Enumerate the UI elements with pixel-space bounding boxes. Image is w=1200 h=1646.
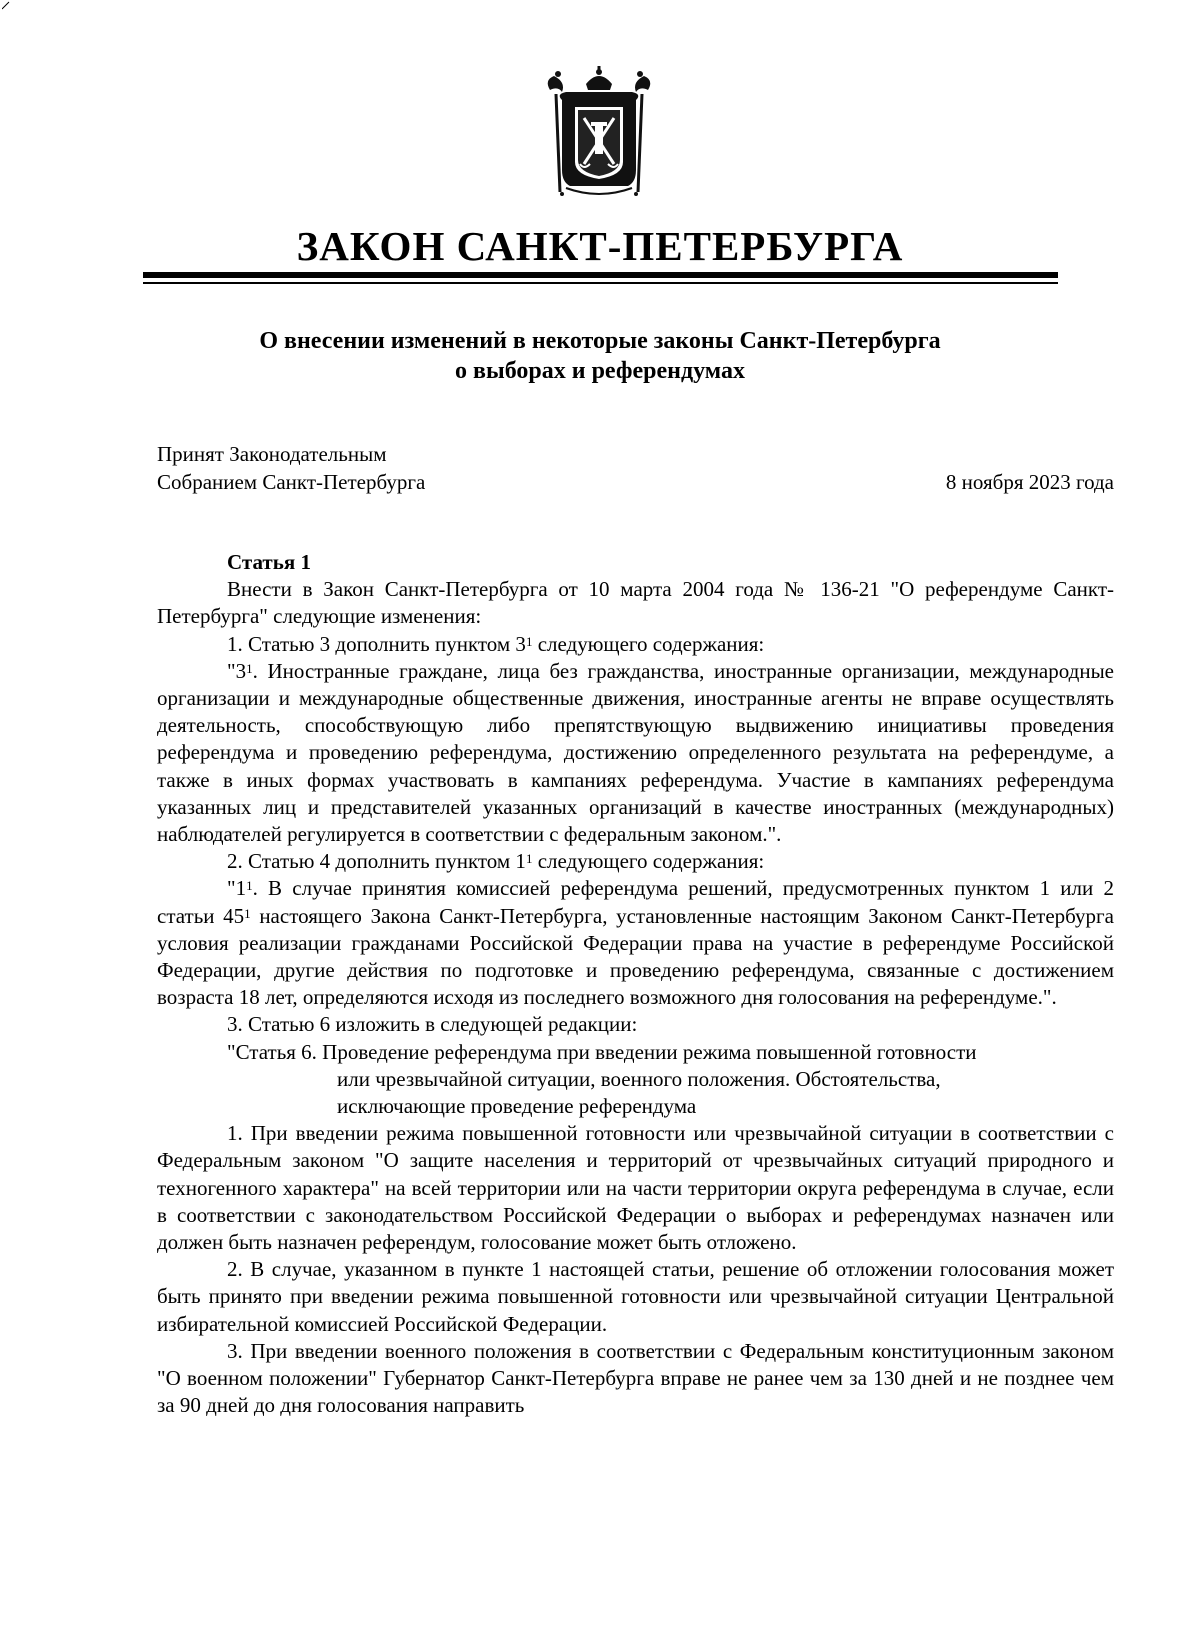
quote-1-text-b: . Иностранные граждане, лица без гражданства, иностранные организации, международные организации и международные общественные движения, иностранные агенты не вправе осуществлять деятельность, способствующую либо препятствующую выдвижению инициативы проведения референдума и проведению референдума, достижению определенного результата на референдуме, а также в иных формах участвовать в кампаниях референдума. Участие в кампаниях референдума указанных лиц и представителей указанных организаций в качестве иностранных (международных) наблюдателей регулируется в соответствии с федеральным законом.". <box>157 658 1114 847</box>
article-6-title-line-1: "Статья 6. Проведение референдума при введении режима повышенной готовности <box>227 1039 977 1064</box>
article-6-paragraph-2: 2. В случае, указанном в пункте 1 настоящей статьи, решение об отложении голосования может быть принято при введении режима повышенной готовности или чрезвычайной ситуации Центральной избирательной комиссией Российской Федерации. <box>157 1257 1114 1336</box>
item-2-text-a: 2. Статью 4 дополнить пунктом 1 <box>227 849 526 874</box>
quote-2-text-c: настоящего Закона Санкт-Петербурга, установленные настоящим Законом Санкт-Петербурга условия реализации гражданами Российской Федерации права на участие в референдуме Российской Федерации, другие действия по подготовке и проведению референдума, связанные с достижением возраста 18 лет, определяются исходя из последнего возможного дня голосования на референдуме.". <box>157 903 1114 1010</box>
adoption-line-2: Собранием Санкт-Петербурга <box>157 470 426 494</box>
item-2-text-b: следующего содержания: <box>532 849 765 874</box>
item-1-text-b: следующего содержания: <box>532 631 765 656</box>
quote-2-text-b: . В случае принятия комиссией референдума решений, предусмотренных пунктом 1 или 2 статьи 45 <box>157 876 1114 928</box>
amendment-item-1 <box>157 631 1114 658</box>
article-6-paragraph-3: 3. При введении военного положения в соответствии с Федеральным конституционным законом "О военном положении" Губернатор Санкт-Петербурга вправе не ранее чем за 130 дней и не позднее чем за 90 дней до дня голосования направить <box>157 1338 1114 1418</box>
quote-1-text-a: "3 <box>227 658 247 683</box>
article-intro: Внести в Закон Санкт-Петербурга от 10 марта 2004 года № 136-21 "О референдуме Санкт-Петербурга" следующие изменения: <box>157 577 1114 629</box>
quote-2-superscript: 1 <box>246 878 253 894</box>
amendment-item-3: 3. Статью 6 изложить в следующей редакции: <box>227 1012 638 1037</box>
article-heading: Статья 1 <box>227 550 311 574</box>
subtitle-line-1: О внесении изменений в некоторые законы Санкт-Петербурга <box>259 328 941 354</box>
quote-1-superscript: 1 <box>246 660 253 676</box>
adoption-date: 8 ноября 2023 года <box>945 470 1114 494</box>
adoption-line-1: Принят Законодательным <box>157 442 387 466</box>
adoption-block <box>157 440 425 496</box>
quoted-clause-1-1 <box>157 875 1114 1011</box>
item-1-superscript: 1 <box>525 633 533 649</box>
article-6-paragraph-1: 1. При введении режима повышенной готовности или чрезвычайной ситуации в соответствии с Федеральным законом "О защите населения и территорий от чрезвычайных ситуаций природного и техногенного характера" на всей территории или на части территории округа референдума в случае, если в соответствии с законодательством Российской Федерации о выборах и референдумах назначен или должен быть назначен референдум, голосование может быть отложено. <box>157 1121 1114 1255</box>
scan-corner-mark <box>2 0 12 10</box>
quoted-clause-3-1 <box>157 658 1114 848</box>
quote-2-text-a: "1 <box>227 876 247 901</box>
amendment-item-2 <box>157 848 1114 875</box>
quote-2-superscript-2: 1 <box>244 905 251 921</box>
law-title: ЗАКОН САНКТ-ПЕТЕРБУРГА <box>296 223 904 269</box>
item-1-text-a: 1. Статью 3 дополнить пунктом 3 <box>227 631 526 656</box>
article-6-title-line-2: или чрезвычайной ситуации, военного положения. Обстоятельства, <box>337 1066 941 1091</box>
coat-of-arms-emblem <box>536 66 662 202</box>
law-subtitle <box>0 326 1200 386</box>
title-rule-thin <box>143 282 1058 284</box>
title-rule-thick <box>143 272 1058 278</box>
item-2-superscript: 1 <box>525 851 533 867</box>
article-1-body <box>157 549 1114 1420</box>
article-6-title-line-3: исключающие проведение референдума <box>337 1094 697 1119</box>
subtitle-line-2: о выборах и референдумах <box>455 358 745 384</box>
